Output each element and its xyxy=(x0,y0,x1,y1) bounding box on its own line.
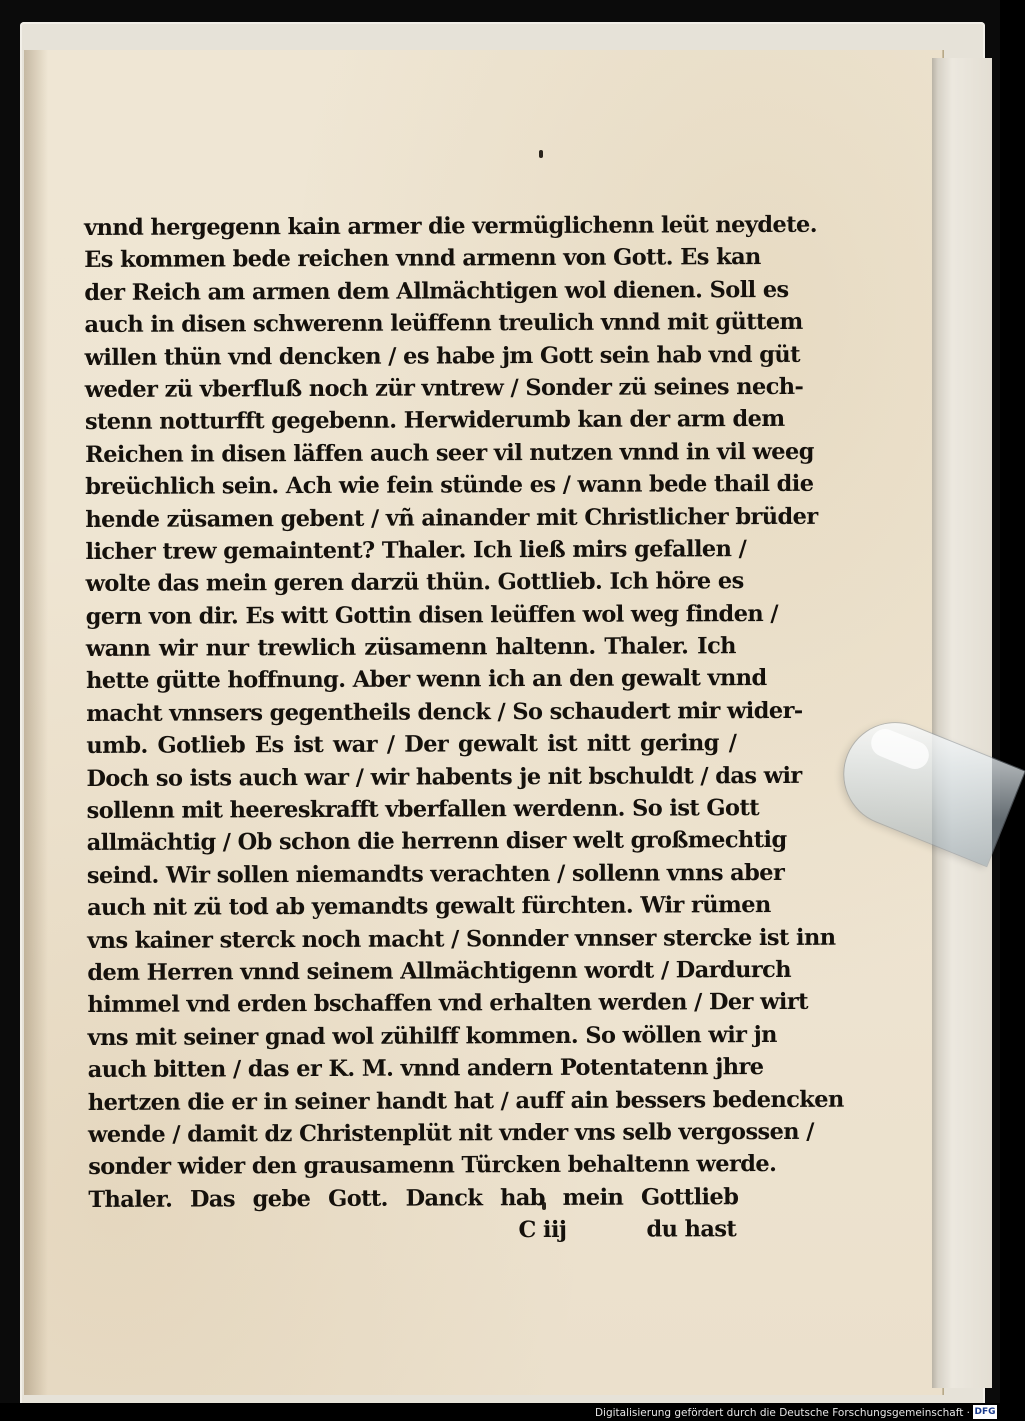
catch-line xyxy=(88,1213,738,1248)
text-line: stenn notturfft gegebenn. Herwiderumb kan der arm dem xyxy=(84,406,785,436)
text-line: Doch so ists auch war / wir habents je nit bschuldt / das wir xyxy=(86,762,802,792)
text-line: allmächtig / Ob schon die herrenn diser welt großmechtig xyxy=(86,827,787,857)
page-gutter-shadow xyxy=(24,50,48,1395)
text-line: sollenn mit heereskrafft vberfallen werdenn. So ist Gott xyxy=(86,795,760,825)
text-line: himmel vnd erden bschaffen vnd erhalten werden / Der wirt xyxy=(87,989,808,1019)
dfg-logo: DFG xyxy=(974,1407,996,1417)
text-line: hette gütte hoffnung. Aber wenn ich an den gewalt vnnd xyxy=(85,665,767,695)
mount-board-edge xyxy=(932,58,992,1388)
signature-mark: C iij xyxy=(518,1217,567,1244)
text-line: gern von dir. Es witt Gottin disen leüffen wol weg finden / xyxy=(85,600,779,630)
text-line: breüchlich sein. Ach wie fein stünde es / wann bede thail die xyxy=(85,470,814,501)
text-line: weder zü vberfluß noch zür vntrew / Sonder zü seines nech- xyxy=(84,373,804,403)
footer-bar xyxy=(0,1403,1000,1421)
text-line: vns kainer sterck noch macht / Sonnder vnnser stercke ist inn xyxy=(87,924,836,954)
text-line: auch nit zü tod ab yemandts gewalt fürchten. Wir rümen xyxy=(86,892,771,922)
text-line: licher trew gemaintent? Thaler. Ich ließ mirs gefallen / xyxy=(85,536,747,565)
book-page xyxy=(24,50,942,1395)
text-line: umb. Gotlieb Es ist war / Der gewalt ist nitt gering / xyxy=(86,730,737,760)
text-line: hertzen die er in seiner handt hat / auff ain bessers bedencken xyxy=(87,1086,844,1116)
text-line: dem Herren vnnd seinem Allmächtigenn wordt / Dardurch xyxy=(87,956,791,986)
text-line: Thaler. Das gebe Gott. Danck hab mein Gottlieb xyxy=(88,1183,739,1213)
glass-highlight xyxy=(867,725,933,773)
text-line: Reichen in disen läffen auch seer vil nutzen vnnd in vil weeg xyxy=(85,438,814,468)
text-line: auch bitten / das er K. M. vnnd andern Potentatenn jhre xyxy=(87,1054,764,1084)
ink-speck-top xyxy=(539,150,543,158)
text-line: wann wir nur trewlich züsamenn haltenn. Thaler. Ich xyxy=(85,633,736,663)
catchword: du hast xyxy=(646,1216,737,1243)
text-line: seind. Wir sollen niemandts verachten / sollenn vnns aber xyxy=(86,859,785,889)
text-line: vnnd hergegenn kain armer die vermüglichenn leüt neydete. xyxy=(84,211,817,241)
text-line: vns mit seiner gnad wol zühilff kommen. So wöllen wir jn xyxy=(87,1021,777,1051)
text-line: wende / damit dz Christenplüt nit vnder vns selb vergossen / xyxy=(87,1118,814,1148)
mount-board xyxy=(20,22,985,1407)
text-line: der Reich am armen dem Allmächtigen wol dienen. Soll es xyxy=(84,276,789,306)
text-line: macht vnnsers gegentheils denck / So schaudert mir wider- xyxy=(86,697,803,727)
page-text-block xyxy=(84,209,844,1248)
text-line: auch in disen schwerenn leüffenn treulich vnnd mit güttem xyxy=(84,309,803,339)
text-line: hende züsamen gebent / vñ ainander mit Christlicher brüder xyxy=(85,503,818,533)
funding-credit-text: Digitalisierung gefördert durch die Deutsche Forschungsgemeinschaft · xyxy=(594,1407,970,1419)
text-line: willen thün vnd dencken / es habe jm Gott sein hab vnd güt xyxy=(84,341,800,371)
text-line: sonder wider den grausamenn Türcken behaltenn werde. xyxy=(88,1151,777,1181)
text-line: Es kommen bede reichen vnnd armenn von Gott. Es kan xyxy=(84,244,761,274)
text-line: wolte das mein geren darzü thün. Gottlieb. Ich höre es xyxy=(85,568,744,598)
